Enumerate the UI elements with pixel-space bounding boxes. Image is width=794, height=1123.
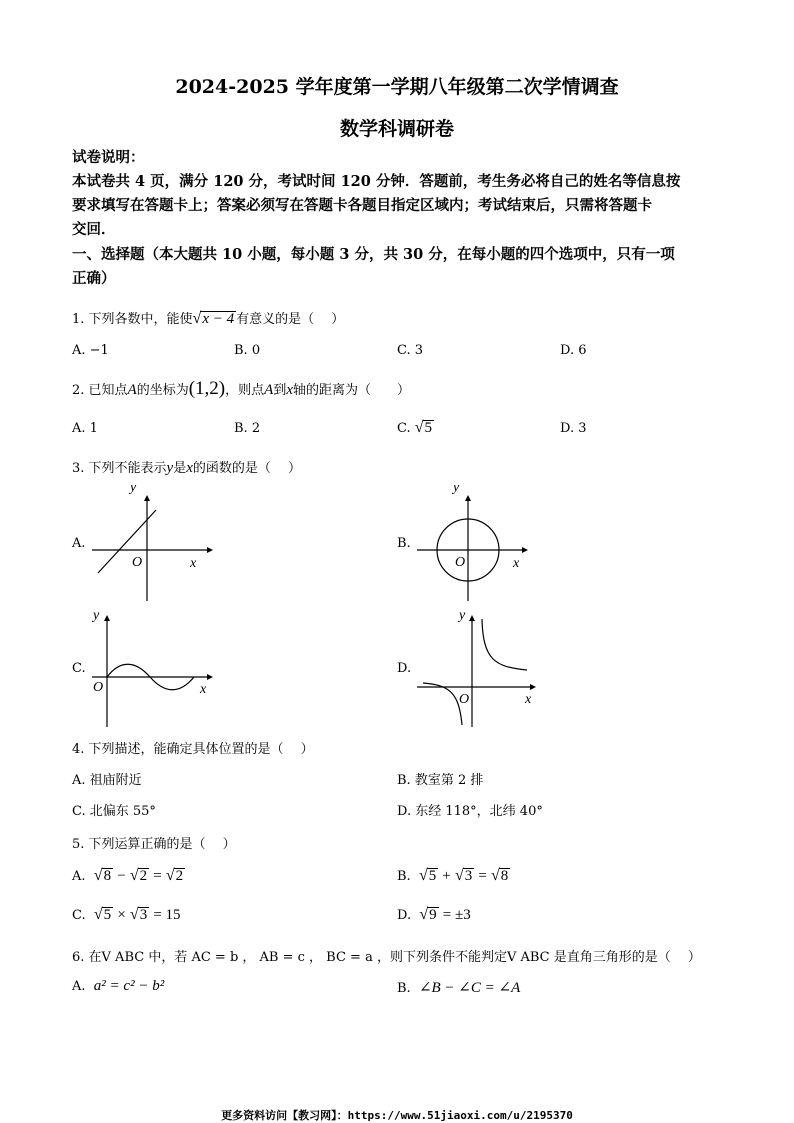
origin-label: O [459,692,470,707]
q5-a-r1: 8 [103,868,112,884]
q5-a-op: − [117,868,126,884]
q5-option-b [397,867,510,885]
x-axis-label: x [525,692,532,707]
q2-mid2: ，则点 [225,383,265,398]
q6-a-label: A. [72,979,86,994]
q3-graph-c [90,605,215,730]
x-axis-label: x [190,556,197,571]
q2-option-d: D. 3 [560,421,587,436]
q1-radicand: x − 4 [202,311,235,327]
exam-title: 2024-2025 学年度第一学期八年级第二次学情调查 [175,76,619,98]
radical-sign: √ [165,867,175,884]
radical-sign: √ [491,867,500,884]
question-4: 4. 下列描述，能确定具体位置的是（ ） [72,742,314,757]
instructions-line-2: 要求填写在答题卡上；答案必须写在答题卡各题目指定区域内；考试结束后，只需将答题卡 [72,197,652,214]
q3-x: x [186,460,193,476]
q5-d-eq: = ±3 [442,907,471,923]
q5-b-r3: 8 [500,868,509,884]
q2-point: A [127,382,137,398]
q3-option-d-label: D. [397,661,412,676]
footer-link[interactable]: 更多资料访问【教习网】：https://www.51jiaoxi.com/u/2195370 [221,1109,573,1122]
q6-option-a [72,978,164,995]
q3-y: y [166,460,174,476]
question-5: 5. 下列运算正确的是（ ） [72,837,236,852]
q2-suffix: 轴的距离为（ ） [293,383,411,398]
hyperbola-branch-upper [482,619,527,670]
q4-option-b: B. 教室第 2 排 [397,773,484,788]
q5-b-eq: = [478,868,487,884]
q3-prefix: 3. 下列不能表示 [72,461,167,476]
origin-label: O [132,555,143,570]
q2-coords: (1,2) [188,378,226,399]
q1-suffix: 有意义的是（ ） [236,312,345,327]
question-2 [72,378,410,400]
question-1 [72,308,344,328]
q2-mid3: 到 [273,383,287,398]
q6-option-b [397,978,520,997]
y-axis-arrow [465,495,471,501]
q1-prefix: 1. 下列各数中，能使 [72,312,193,327]
instructions-line-3: 交回． [72,221,116,238]
q5-d-label: D. [397,908,412,923]
q2-point2: A [264,382,274,398]
q6-b-label: B. [397,981,411,996]
q5-c-r2: 3 [139,907,148,923]
q5-option-c [72,906,181,924]
q5-b-label: B. [397,869,411,884]
x-axis-label: x [513,556,520,571]
instructions-line-1: 本试卷共 4 页，满分 120 分，考试时间 120 分钟．答题前，考生务必将自己的姓名等信息按 [72,173,681,190]
q2-option-b: B. 2 [234,421,261,436]
hyperbola-branch-lower [423,683,462,725]
radical-sign: √ [93,867,103,884]
q2-prefix: 2. 已知点 [72,383,128,398]
q1-option-d: D. 6 [560,343,587,358]
q1-option-c: C. 3 [397,343,424,358]
radical-sign: √ [93,906,103,923]
q5-b-op: + [442,868,451,884]
y-axis-arrow [144,495,150,501]
q3-mid: 是 [173,461,187,476]
y-axis-label: y [130,485,137,495]
q5-d-r1: 9 [429,907,437,923]
q5-a-r3: 2 [175,868,184,884]
q5-option-d [397,906,471,924]
q2-option-a: A. 1 [72,421,98,436]
q2-axis: x [286,382,294,398]
q5-option-a [72,867,185,885]
radical-sign: √ [192,310,202,327]
q2-mid: 的坐标为 [136,383,189,398]
q5-c-eq: = 15 [153,907,181,923]
q1-option-b: B. 0 [234,343,261,358]
x-axis-label: x [200,682,207,697]
q3-option-a-label: A. [72,536,86,551]
q5-a-label: A. [72,869,86,884]
q6-b-expr: ∠B − ∠C = ∠A [418,980,521,996]
q3-graph-b [415,485,530,603]
origin-label: O [455,555,466,570]
y-axis-label: y [93,608,100,623]
q2-option-c-label: C. [397,421,411,436]
q3-graph-d [415,605,540,730]
origin-label: O [93,680,104,695]
q2-option-c [397,419,434,437]
x-axis-arrow [207,674,213,680]
q5-c-r1: 5 [103,907,112,923]
q5-c-label: C. [72,908,86,923]
q6-a-expr: a² = c² − b² [93,978,165,994]
q5-a-r2: 2 [139,868,148,884]
instructions-heading: 试卷说明： [72,149,145,166]
radical-sign: √ [414,419,424,436]
q3-option-b-label: B. [397,536,411,551]
q4-option-d: D. 东经 118°，北纬 40° [397,804,543,819]
q5-b-r2: 3 [464,868,473,884]
radical-sign: √ [129,867,139,884]
question-3 [72,457,301,477]
q4-option-c: C. 北偏东 55° [72,804,156,819]
radical-sign: √ [418,867,428,884]
exam-subtitle: 数学科调研卷 [339,118,454,140]
radical-sign: √ [129,906,139,923]
q5-c-op: × [117,907,126,923]
section-heading-line-2: 正确） [72,270,116,287]
q4-option-a: A. 祖庙附近 [72,773,142,788]
y-axis-label: y [459,608,466,623]
radical-sign: √ [419,906,429,923]
section-heading-line-1: 一、选择题（本大题共 10 小题，每小题 3 分，共 30 分，在每小题的四个选项中，只有一项 [72,246,675,263]
q1-option-a: A. −1 [72,343,109,358]
q3-option-c-label: C. [72,661,86,676]
y-axis-arrow [104,615,110,621]
y-axis-arrow [469,615,475,621]
question-6: 6. 在V ABC 中，若 AC = b ， AB = c ， BC = a ，则下列条件不能判定V ABC 是直角三角形的是（ ） [72,950,701,965]
q3-graph-a [90,485,215,603]
q2-option-c-value: 5 [424,420,433,436]
y-axis-label: y [453,485,460,495]
x-axis-arrow [530,684,536,690]
radical-sign: √ [454,867,464,884]
q5-b-r1: 5 [428,868,437,884]
q3-suffix: 的函数的是（ ） [192,461,302,476]
x-axis-arrow [207,547,213,553]
q5-a-eq: = [153,868,162,884]
x-axis-arrow [522,547,528,553]
